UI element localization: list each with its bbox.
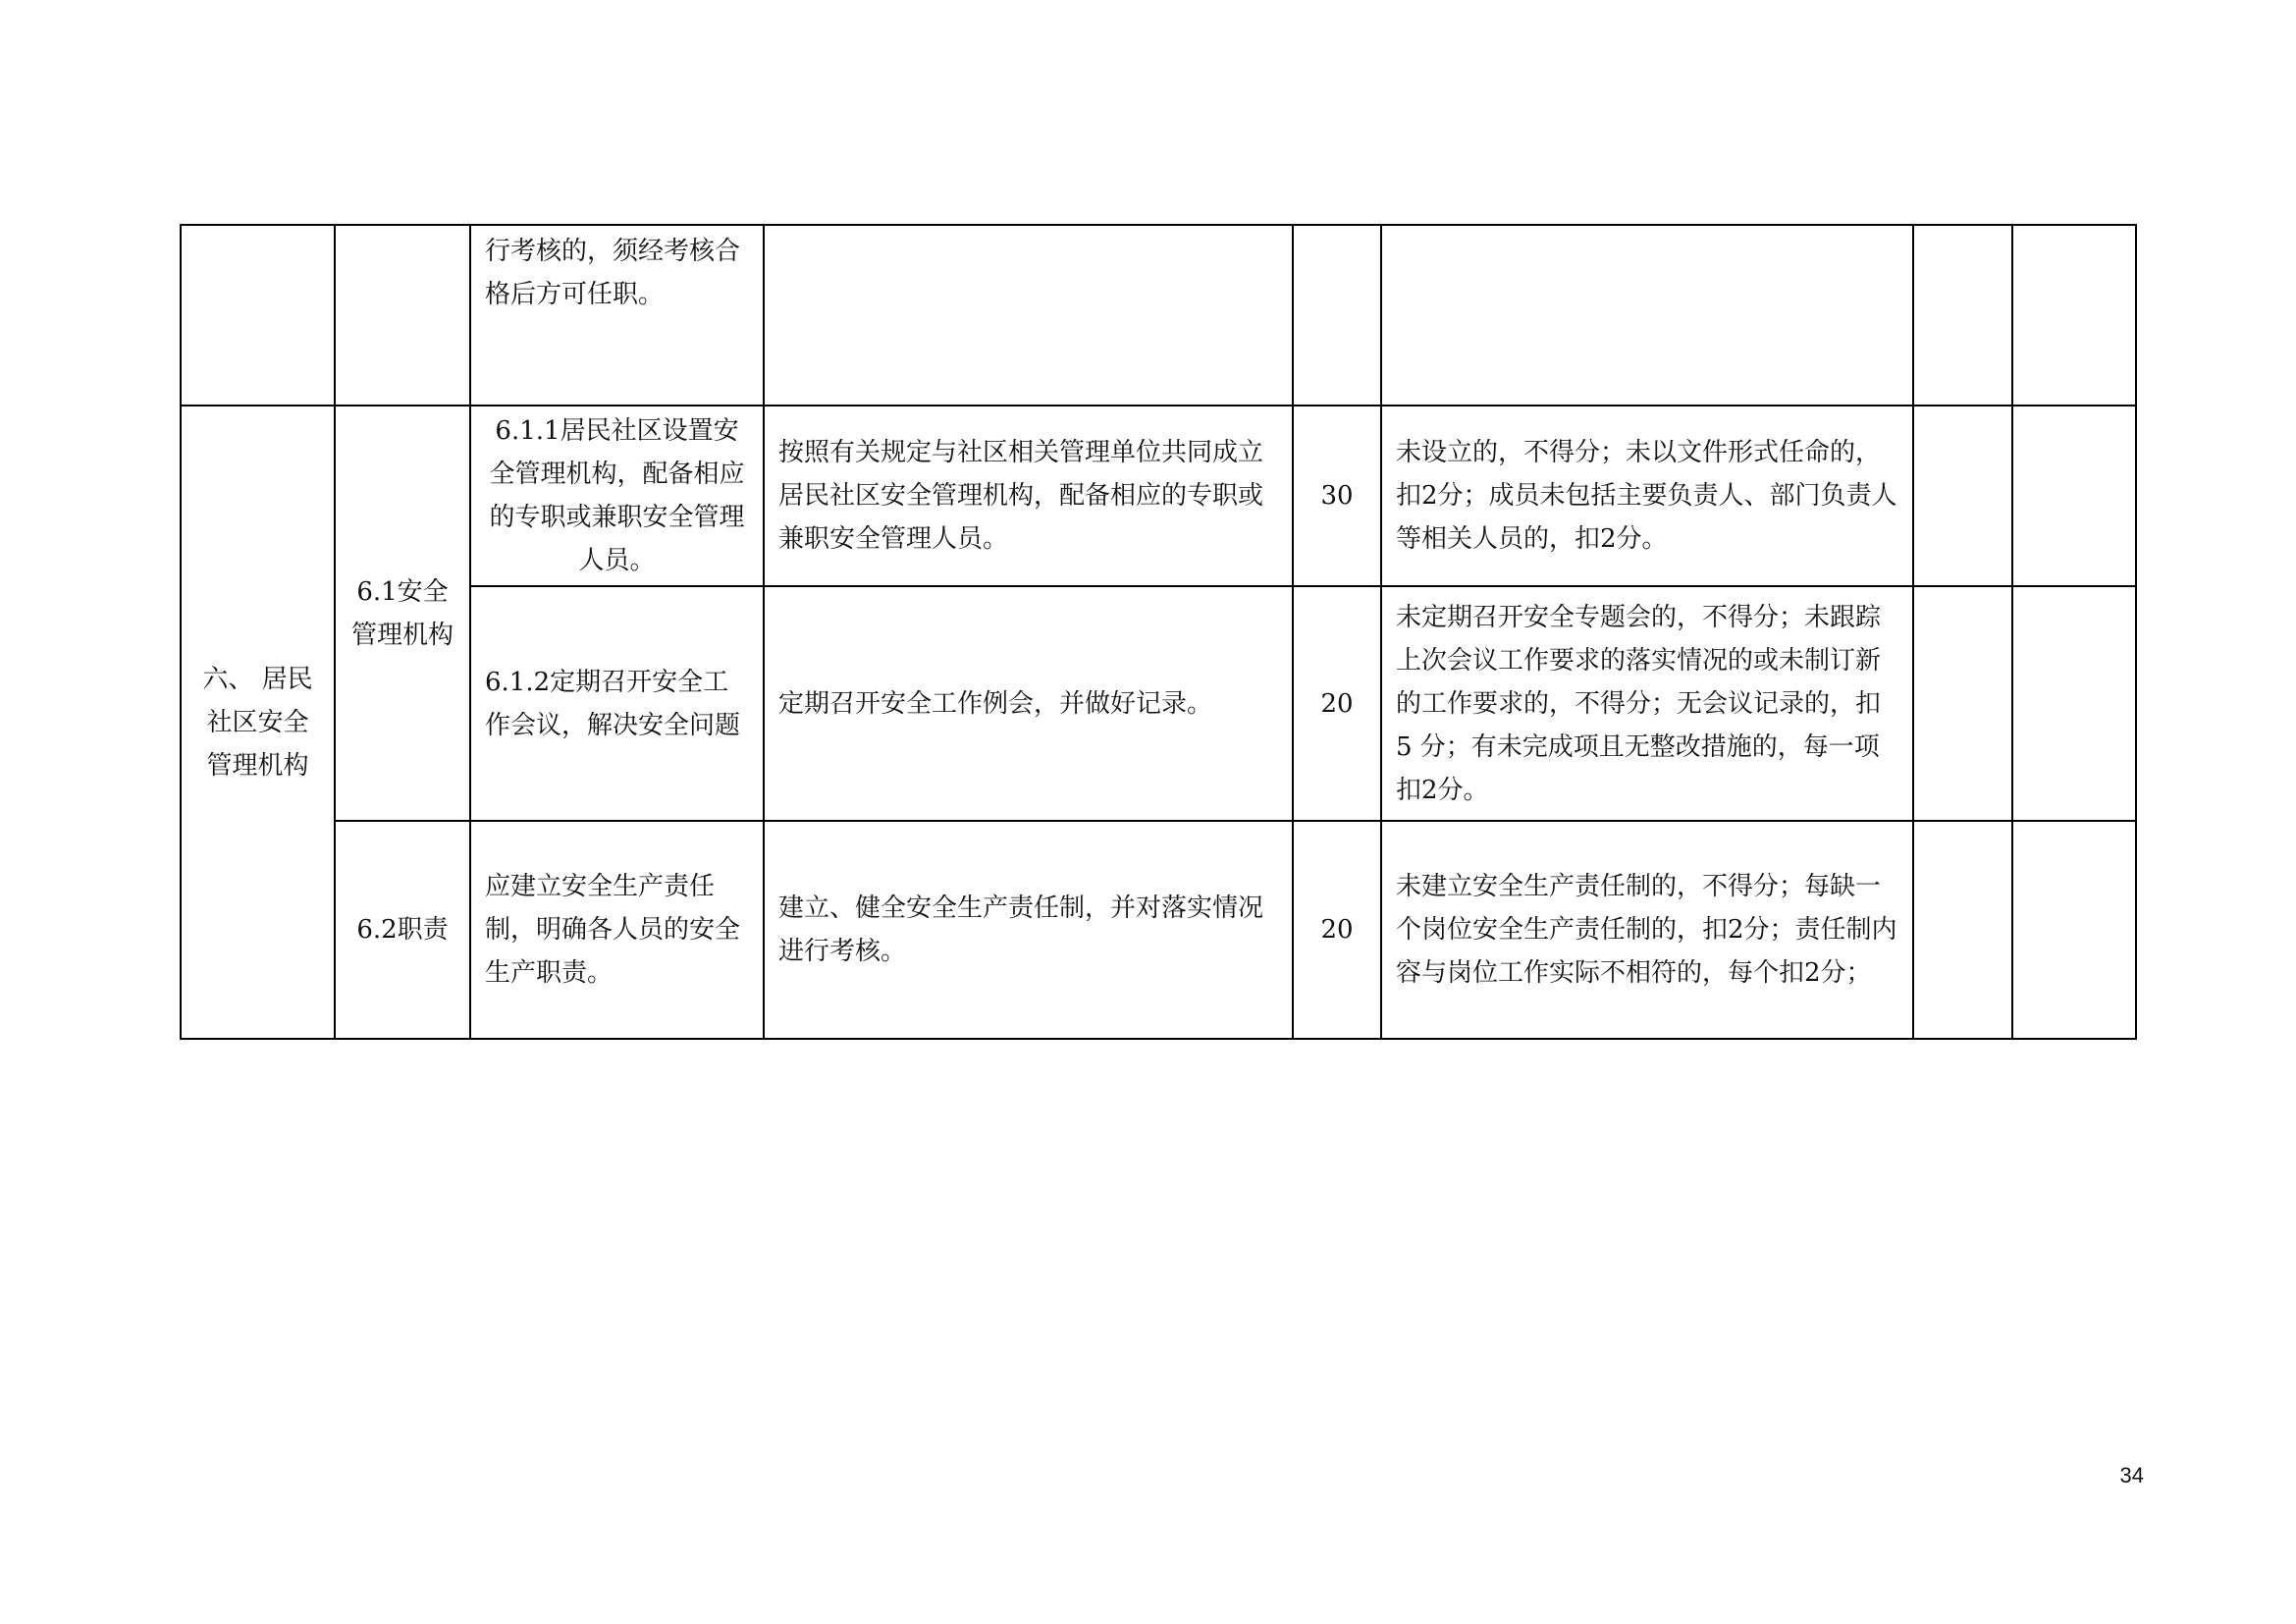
table-row [181, 586, 2136, 821]
method-cell: 建立、健全安全生产责任制，并对落实情况进行考核。 [764, 821, 1293, 1039]
method-cell: 定期召开安全工作例会，并做好记录。 [764, 586, 1293, 821]
criteria-cell: 未定期召开安全专题会的，不得分；未跟踪上次会议工作要求的落实情况的或未制订新的工作要求的，不得分；无会议记录的，扣 5 分；有未完成项且无整改措施的，每一项扣2分。 [1381, 586, 1913, 821]
score-cell: 20 [1293, 821, 1381, 1039]
table-row [181, 821, 2136, 1039]
assessment-table [180, 224, 2137, 1040]
table-row [181, 406, 2136, 586]
method-cell: 按照有关规定与社区相关管理单位共同成立居民社区安全管理机构，配备相应的专职或兼职安全管理人员。 [764, 406, 1293, 586]
category-cell-empty [181, 225, 335, 406]
criteria-cell-empty [1381, 225, 1913, 406]
score-cell: 30 [1293, 406, 1381, 586]
requirement-cell: 行考核的，须经考核合格后方可任职。 [470, 225, 764, 406]
criteria-cell: 未建立安全生产责任制的，不得分；每缺一个岗位安全生产责任制的，扣2分；责任制内容与岗位工作实际不相符的，每个扣2分； [1381, 821, 1913, 1039]
extra-cell-1 [1913, 821, 2012, 1039]
requirement-cell: 6.1.1居民社区设置安全管理机构，配备相应的专职或兼职安全管理人员。 [470, 406, 764, 586]
table-row [181, 225, 2136, 406]
extra-cell-1 [1913, 225, 2012, 406]
criteria-cell: 未设立的，不得分；未以文件形式任命的，扣2分；成员未包括主要负责人、部门负责人等相关人员的，扣2分。 [1381, 406, 1913, 586]
page-number: 34 [2119, 1463, 2144, 1488]
category-cell: 六、 居民社区安全管理机构 [181, 406, 335, 1039]
extra-cell-2 [2012, 586, 2136, 821]
requirement-cell: 应建立安全生产责任制，明确各人员的安全生产职责。 [470, 821, 764, 1039]
requirement-cell: 6.1.2定期召开安全工作会议，解决安全问题 [470, 586, 764, 821]
method-cell-empty [764, 225, 1293, 406]
extra-cell-2 [2012, 821, 2136, 1039]
extra-cell-2 [2012, 406, 2136, 586]
subitem-cell: 6.2职责 [335, 821, 470, 1039]
extra-cell-1 [1913, 586, 2012, 821]
extra-cell-1 [1913, 406, 2012, 586]
score-cell-empty [1293, 225, 1381, 406]
extra-cell-2 [2012, 225, 2136, 406]
subitem-cell-empty [335, 225, 470, 406]
subitem-cell: 6.1安全管理机构 [335, 406, 470, 821]
score-cell: 20 [1293, 586, 1381, 821]
